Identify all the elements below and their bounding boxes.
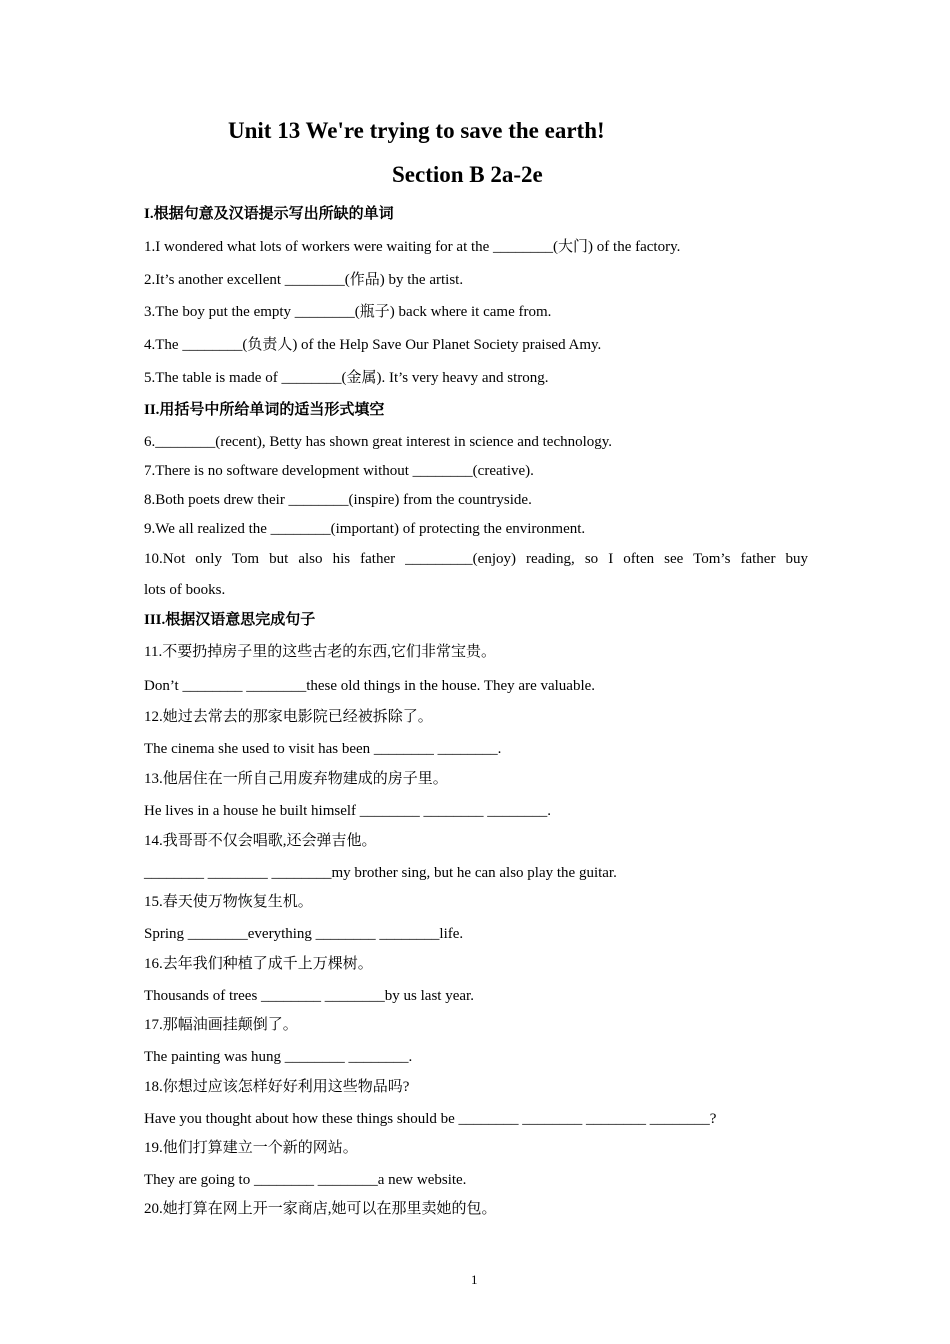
question-1: 1.I wondered what lots of workers were waiting for at the ________(大门) of the factory.: [144, 239, 681, 255]
question-17-prompt: 17.那幅油画挂颠倒了。: [144, 1017, 298, 1033]
question-5: 5.The table is made of ________(金属). It’s very heavy and strong.: [144, 370, 549, 386]
question-19-answer: They are going to ________ ________a new website.: [144, 1172, 467, 1188]
question-11-answer: Don’t ________ ________these old things in the house. They are valuable.: [144, 678, 596, 694]
question-9: 9.We all realized the ________(important) of protecting the environment.: [144, 521, 586, 537]
question-13-answer: He lives in a house he built himself ________ ________ ________.: [144, 803, 552, 819]
question-2: 2.It’s another excellent ________(作品) by the artist.: [144, 272, 464, 288]
question-10-cont: lots of books.: [144, 582, 226, 598]
question-10: 10.Not only Tom but also his father _________(enjoy) reading, so I often see Tom’s father buy: [144, 551, 808, 567]
question-6: 6.________(recent), Betty has shown great interest in science and technology.: [144, 434, 613, 450]
question-11-prompt: 11.不要扔掉房子里的这些古老的东西,它们非常宝贵。: [144, 644, 496, 660]
section-header-3: III.根据汉语意思完成句子: [144, 612, 316, 628]
section-header-1: I.根据句意及汉语提示写出所缺的单词: [144, 206, 394, 222]
question-16-answer: Thousands of trees ________ ________by us last year.: [144, 988, 474, 1004]
question-20-prompt: 20.她打算在网上开一家商店,她可以在那里卖她的包。: [144, 1201, 497, 1217]
section-header-2: II.用括号中所给单词的适当形式填空: [144, 402, 385, 418]
question-4: 4.The ________(负责人) of the Help Save Our Planet Society praised Amy.: [144, 337, 602, 353]
question-16-prompt: 16.去年我们种植了成千上万棵树。: [144, 956, 373, 972]
question-8: 8.Both poets drew their ________(inspire) from the countryside.: [144, 492, 532, 508]
question-12-prompt: 12.她过去常去的那家电影院已经被拆除了。: [144, 709, 433, 725]
question-14-prompt: 14.我哥哥不仅会唱歌,还会弹吉他。: [144, 833, 377, 849]
question-17-answer: The painting was hung ________ ________.: [144, 1049, 413, 1065]
question-15-answer: Spring ________everything ________ ________life.: [144, 926, 464, 942]
question-19-prompt: 19.他们打算建立一个新的网站。: [144, 1140, 358, 1156]
page-number: 1: [471, 1272, 478, 1287]
question-18-answer: Have you thought about how these things should be ________ ________ ________ ________?: [144, 1111, 717, 1127]
page-subtitle: Section B 2a-2e: [392, 162, 543, 187]
question-3: 3.The boy put the empty ________(瓶子) back where it came from.: [144, 304, 552, 320]
page-title: Unit 13 We're trying to save the earth!: [228, 118, 605, 143]
question-14-answer: ________ ________ ________my brother sing, but he can also play the guitar.: [144, 865, 617, 881]
question-12-answer: The cinema she used to visit has been ________ ________.: [144, 741, 502, 757]
question-18-prompt: 18.你想过应该怎样好好利用这些物品吗?: [144, 1079, 410, 1095]
question-15-prompt: 15.春天使万物恢复生机。: [144, 894, 313, 910]
question-7: 7.There is no software development without ________(creative).: [144, 463, 534, 479]
question-13-prompt: 13.他居住在一所自己用废弃物建成的房子里。: [144, 771, 448, 787]
